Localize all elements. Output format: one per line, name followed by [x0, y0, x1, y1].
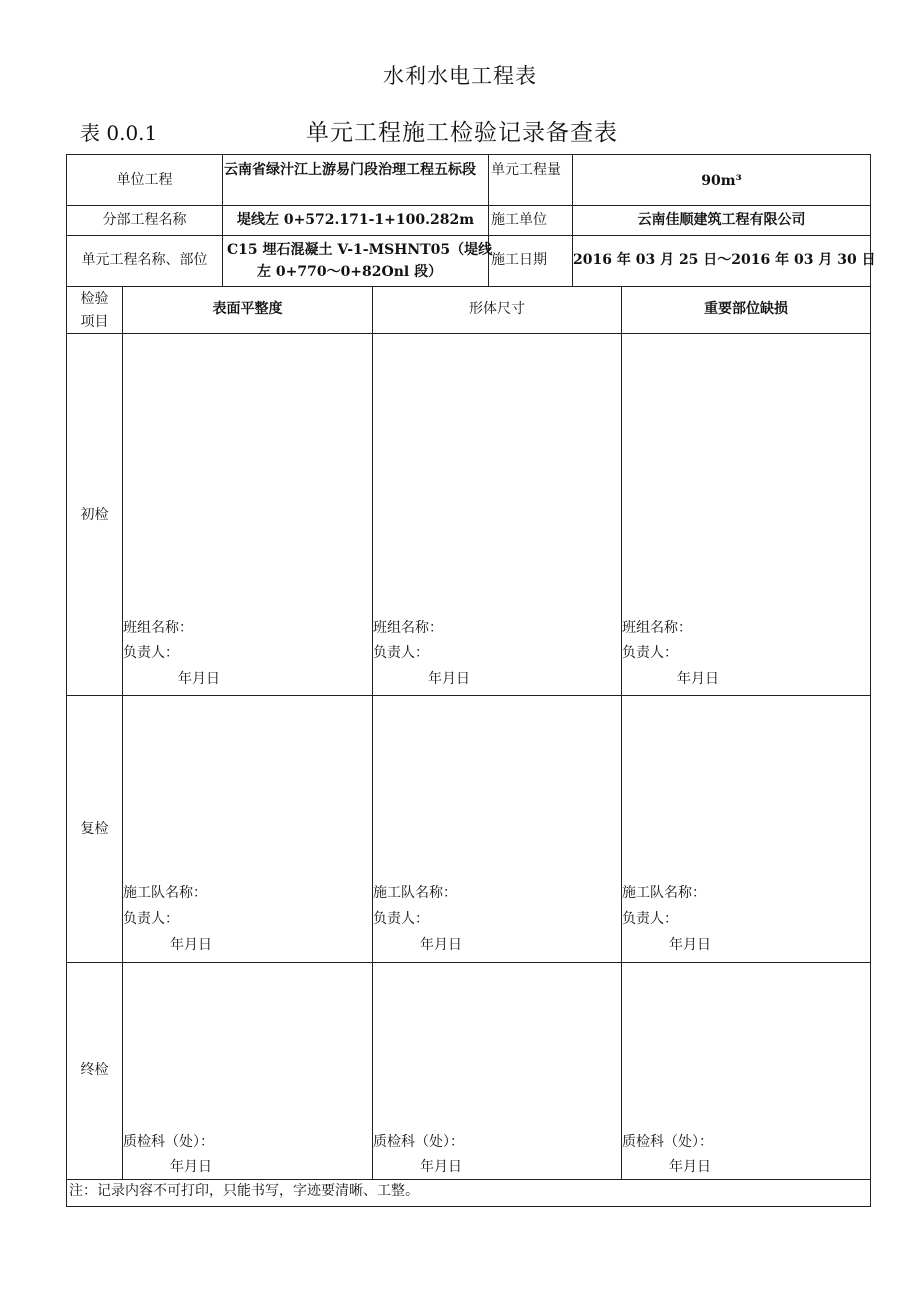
date-field: 年月日: [669, 1159, 711, 1175]
team-name-field: 班组名称：: [123, 620, 193, 636]
stage-final-label: 终检: [80, 1062, 109, 1078]
date-field: 年月日: [428, 671, 470, 687]
quantity-label: 单元工程量: [491, 162, 561, 178]
document-header: 水利水电工程表: [383, 64, 537, 88]
stage-recheck-label: 复检: [80, 821, 109, 837]
element-value-line1: C15 埋石混凝土 V-1-MSHNT05（堤线: [227, 242, 493, 258]
responsible-field: 负责人：: [123, 911, 179, 927]
qc-dept-field: 质检科（处）：: [373, 1134, 464, 1150]
column-divider: [372, 286, 373, 1179]
crew-name-field: 施工队名称：: [123, 885, 207, 901]
contractor-value: 云南佳顺建筑工程有限公司: [637, 212, 806, 228]
column-divider: [488, 155, 489, 286]
column-header-critical-defects: 重要部位缺损: [704, 301, 788, 317]
crew-name-field: 施工队名称：: [373, 885, 457, 901]
date-field: 年月日: [669, 937, 711, 953]
row-divider: [67, 286, 870, 287]
responsible-field: 负责人：: [373, 645, 429, 661]
element-label: 单元工程名称、部位: [81, 252, 208, 268]
column-divider: [122, 286, 123, 1179]
responsible-field: 负责人：: [373, 911, 429, 927]
footnote: 注：记录内容不可打印，只能书写，字迹要清晰、工整。: [69, 1183, 419, 1199]
date-label: 施工日期: [491, 252, 547, 268]
form-code: 表 0.0.1: [80, 121, 158, 145]
column-header-surface-flatness: 表面平整度: [212, 301, 283, 317]
row-divider: [67, 962, 870, 963]
row-divider: [67, 695, 870, 696]
responsible-field: 负责人：: [123, 645, 179, 661]
responsible-field: 负责人：: [622, 911, 678, 927]
qc-dept-field: 质检科（处）：: [123, 1134, 214, 1150]
contractor-label: 施工单位: [491, 212, 547, 228]
date-field: 年月日: [420, 937, 462, 953]
row-divider: [67, 333, 870, 334]
sub-project-value: 堤线左 0+572.171-1+100.282m: [236, 212, 475, 228]
form-title: 单元工程施工检验记录备查表: [306, 120, 618, 146]
date-field: 年月日: [420, 1159, 462, 1175]
date-field: 年月日: [178, 671, 220, 687]
row-divider: [67, 1179, 870, 1180]
quantity-value: 90m³: [701, 173, 742, 189]
column-divider: [621, 286, 622, 1179]
stage-initial-label: 初检: [80, 507, 109, 523]
date-field: 年月日: [170, 937, 212, 953]
element-value-line2: 左 0+770～0+82Onl 段）: [257, 264, 443, 280]
unit-project-value: 云南省绿汁江上游易门段治理工程五标段: [224, 162, 476, 178]
row-divider: [67, 205, 870, 206]
row-divider: [67, 235, 870, 236]
check-header-label: 检验: [80, 291, 109, 307]
date-value: 2016 年 03 月 25 日～2016 年 03 月 30 日: [573, 252, 876, 268]
team-name-field: 班组名称：: [622, 620, 692, 636]
responsible-field: 负责人：: [622, 645, 678, 661]
crew-name-field: 施工队名称：: [622, 885, 706, 901]
sub-project-label: 分部工程名称: [102, 212, 187, 228]
date-field: 年月日: [170, 1159, 212, 1175]
record-table: [66, 154, 876, 1207]
date-field: 年月日: [677, 671, 719, 687]
team-name-field: 班组名称：: [373, 620, 443, 636]
column-header-shape-size: 形体尺寸: [469, 301, 525, 317]
qc-dept-field: 质检科（处）：: [622, 1134, 713, 1150]
check-header-label: 项目: [80, 314, 109, 330]
unit-project-label: 单位工程: [116, 172, 173, 188]
